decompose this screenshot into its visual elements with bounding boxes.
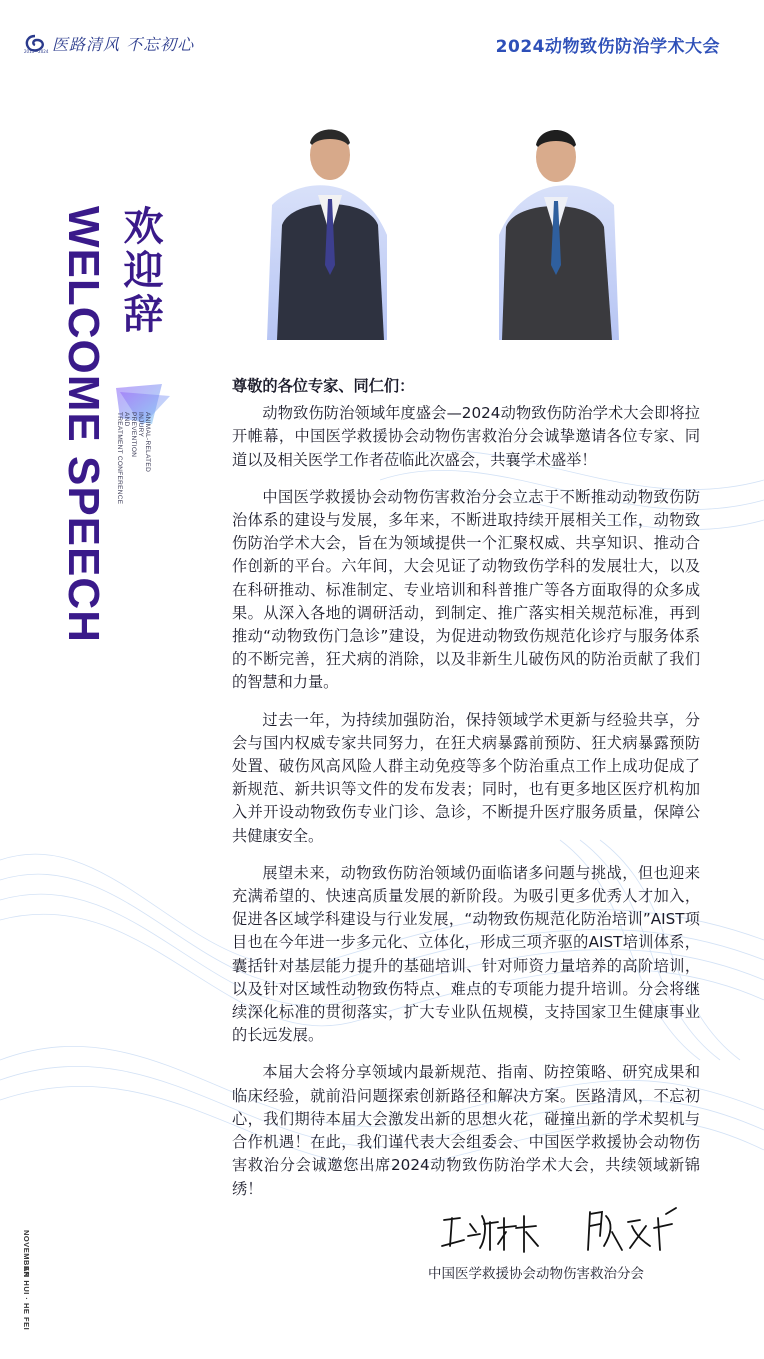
portrait-speaker-1 bbox=[262, 115, 392, 345]
letter-paragraph: 动物致伤防治领域年度盛会—2024动物致伤防治学术大会即将拉开帷幕，中国医学救援协会动物伤害救治分会诚挚邀请各位专家、同道以及相关医学工作者莅临此次盛会，共襄学术盛举！ bbox=[232, 404, 700, 469]
event-location: AN HUI · HE FEI bbox=[22, 1266, 31, 1331]
logo-years: 2015—2024 bbox=[24, 49, 49, 54]
header-logo bbox=[24, 32, 194, 55]
subtitle-line: TREATMENT CONFERENCE bbox=[116, 412, 123, 505]
handwritten-signatures bbox=[440, 1206, 690, 1260]
title-cn: 欢迎辞 bbox=[117, 205, 163, 337]
salutation: 尊敬的各位专家、同仁们： bbox=[232, 377, 415, 395]
letter-paragraph: 中国医学救援协会动物伤害救治分会立志于不断推动动物致伤防治体系的建设与发展，多年来，不断进取持续开展相关工作，动物致伤防治学术大会，旨在为领域提供一个汇聚权威、共享知识、推动合作创新的平台。六年间，大会见证了动物致伤学科的发展壮大，以及在科研推动、标准制定、专业培训和科普推广等各方面取得的众多成果。从深入各地的调研活动，到制定、推广落实相关规范标准，再到推动“动物致伤门急诊”建设，为促进动物致伤规范化诊疗与服务体系的不断完善，狂犬病的消除，以及非新生儿破伤风的防治贡献了我们的智慧和力量。 bbox=[232, 487, 700, 692]
subtitle-line: ANIMAL-RELATED bbox=[144, 412, 151, 473]
letter-paragraph: 过去一年，为持续加强防治，保持领域学术更新与经验共享，分会与国内权威专家共同努力，在狂犬病暴露前预防、狂犬病暴露预防处置、破伤风高风险人群主动免疫等多个防治重点工作上成功促成了新规范、新共识等文件的发布发表；同时，也有更多地区医疗机构加入并开设动物致伤专业门诊、急诊，不断提升医疗服务质量，保障公共健康安全。 bbox=[232, 710, 700, 845]
subtitle-line: PREVENTION bbox=[130, 412, 137, 458]
event-month: NOVEMBER bbox=[22, 1230, 31, 1278]
subtitle-line: AND bbox=[123, 412, 130, 427]
conference-title: 2024动物致伤防治学术大会 bbox=[495, 37, 720, 57]
welcome-letter bbox=[232, 375, 700, 1215]
signing-organization: 中国医学救援协会动物伤害救治分会 bbox=[428, 1266, 644, 1282]
letter-paragraph: 展望未来，动物致伤防治领域仍面临诸多问题与挑战，但也迎来充满希望的、快速高质量发展的新阶段。为吸引更多优秀人才加入，促进各区域学科建设与行业发展，“动物致伤规范化防治培训”AIST项目也在今年进一步多元化、立体化，形成三项齐驱的AIST培训体系，囊括针对基层能力提升的基础培训、针对师资力量培养的高阶培训，以及针对区域性动物致伤特点、难点的专项能力提升培训。分会将继续深化标准的贯彻落实，扩大专业队伍规模，支持国家卫生健康事业的长远发展。 bbox=[232, 863, 700, 1045]
letter-paragraph: 本届大会将分享领域内最新规范、指南、防控策略、研究成果和临床经验，就前沿问题探索创新路径和解决方案。医路清风，不忘初心，我们期待本届大会激发出新的思想火花，碰撞出新的学术契机与合作机遇！在此，我们谨代表大会组委会、中国医学救援协会动物伤害救治分会诚邀您出席2024动物致伤防治学术大会，共续领域新锦绣！ bbox=[232, 1063, 700, 1198]
portrait-speaker-2 bbox=[494, 115, 624, 345]
slogan: 医路清风 不忘初心 bbox=[52, 35, 195, 54]
title-subtitle-en bbox=[116, 412, 151, 504]
subtitle-line: INJURY bbox=[137, 412, 144, 438]
title-en: WELCOME SPEECH bbox=[59, 206, 108, 643]
